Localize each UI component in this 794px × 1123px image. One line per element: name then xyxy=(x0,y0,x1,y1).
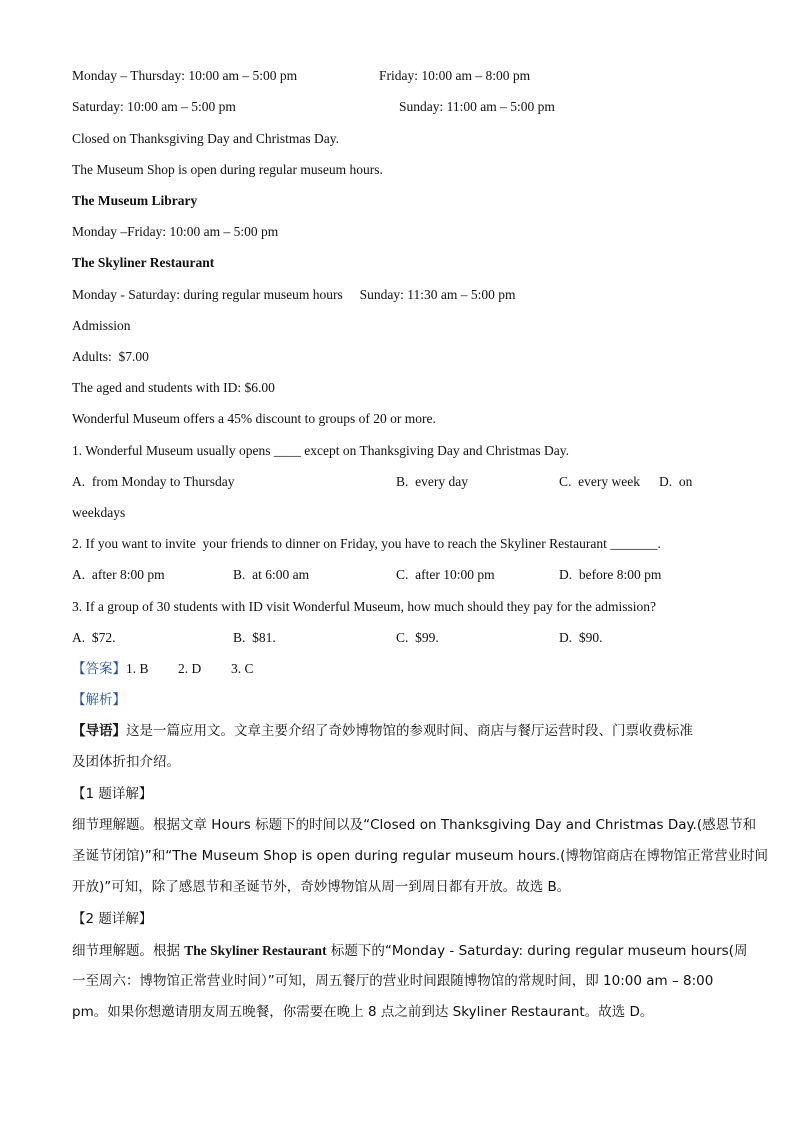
question-3-option-a: A. $72. xyxy=(72,630,116,645)
q1-detail-paragraph xyxy=(72,810,768,903)
q2-detail-paragraph xyxy=(72,935,748,1028)
question-3-option-d: D. $90. xyxy=(559,630,603,645)
museum-shop-note: The Museum Shop is open during regular museum hours. xyxy=(72,162,383,177)
hours-sun: Sunday: 11:00 am – 5:00 pm xyxy=(399,99,555,114)
library-hours: Monday –Friday: 10:00 am – 5:00 pm xyxy=(72,224,279,239)
admission-aged-students: The aged and students with ID: $6.00 xyxy=(72,380,275,395)
answer-item-1: 1. B xyxy=(126,661,149,676)
q1-detail-label: 【1 题详解】 xyxy=(72,786,153,802)
question-1-stem: 1. Wonderful Museum usually opens ____ except on Thanksgiving Day and Christmas Day. xyxy=(72,443,569,458)
q1-detail-line-1: 细节理解题。根据文章 Hours 标题下的时间以及“Closed on Thanksgiving Day and Christmas Day.(感恩节和 xyxy=(72,817,757,833)
hours-sat: Saturday: 10:00 am – 5:00 pm xyxy=(72,99,236,114)
admission-group-discount: Wonderful Museum offers a 45% discount to groups of 20 or more. xyxy=(72,411,436,426)
hours-mon-thu: Monday – Thursday: 10:00 am – 5:00 pm xyxy=(72,68,298,83)
q2-detail-line-2: 一至周六：博物馆正常营业时间）”可知，周五餐厅的营业时间跟随博物馆的常规时间，即 10:00 am – 8:00 xyxy=(72,973,714,989)
question-2-option-c: C. after 10:00 pm xyxy=(396,567,495,582)
guide-line-2: 及团体折扣介绍。 xyxy=(72,754,180,770)
question-2-option-d: D. before 8:00 pm xyxy=(559,567,662,582)
question-2-stem: 2. If you want to invite your friends to dinner on Friday, you have to reach the Skyliner Restaurant _______. xyxy=(72,536,661,551)
guide-label: 【导语】 xyxy=(72,723,126,739)
q2-detail-line-1-post: 标题下的“Monday - Saturday: during regular museum hours(周 xyxy=(326,943,748,959)
guide-paragraph xyxy=(72,716,732,778)
question-3-stem: 3. If a group of 30 students with ID visit Wonderful Museum, how much should they pay for the admission? xyxy=(72,599,656,614)
q2-detail-line-1 xyxy=(72,935,748,966)
q2-detail-line-1-bold: The Skyliner Restaurant xyxy=(184,943,327,958)
answer-item-2: 2. D xyxy=(178,661,202,676)
question-1-option-b: B. every day xyxy=(396,474,468,489)
answer-label: 【答案】 xyxy=(72,661,126,677)
q2-detail-line-1-pre: 细节理解题。根据 xyxy=(72,943,185,959)
question-1-option-d-continued: weekdays xyxy=(72,505,126,520)
question-1-option-a: A. from Monday to Thursday xyxy=(72,474,235,489)
q1-detail-line-3: 开放)”可知，除了感恩节和圣诞节外，奇妙博物馆从周一到周日都有开放。故选 B。 xyxy=(72,879,571,895)
analysis-label: 【解析】 xyxy=(72,692,126,708)
question-2-option-a: A. after 8:00 pm xyxy=(72,567,165,582)
library-heading: The Museum Library xyxy=(72,193,198,208)
q2-detail-line-3: pm。如果你想邀请朋友周五晚餐，你需要在晚上 8 点之前到达 Skyliner Restaurant。故选 D。 xyxy=(72,1004,654,1020)
restaurant-hours: Monday - Saturday: during regular museum hours Sunday: 11:30 am – 5:00 pm xyxy=(72,287,516,302)
admission-heading: Admission xyxy=(72,318,131,333)
question-3-option-c: C. $99. xyxy=(396,630,439,645)
answer-row xyxy=(72,660,149,678)
q1-detail-line-2: 圣诞节闭馆)”和“The Museum Shop is open during regular museum hours.(博物馆商店在博物馆正常营业时间 xyxy=(72,848,768,864)
guide-line-1 xyxy=(72,716,732,747)
admission-adults: Adults: $7.00 xyxy=(72,349,149,364)
question-1-option-d: D. on xyxy=(659,474,693,489)
answer-item-3: 3. C xyxy=(231,661,254,676)
question-2-option-b: B. at 6:00 am xyxy=(233,567,310,582)
restaurant-heading: The Skyliner Restaurant xyxy=(72,255,215,270)
q2-detail-label: 【2 题详解】 xyxy=(72,911,153,927)
guide-text: 这是一篇应用文。文章主要介绍了奇妙博物馆的参观时间、商店与餐厅运营时段、门票收费标准 xyxy=(126,723,693,739)
question-1-option-c: C. every week xyxy=(559,474,640,489)
question-3-option-b: B. $81. xyxy=(233,630,276,645)
hours-closed-note: Closed on Thanksgiving Day and Christmas Day. xyxy=(72,131,339,146)
hours-fri: Friday: 10:00 am – 8:00 pm xyxy=(379,68,531,83)
